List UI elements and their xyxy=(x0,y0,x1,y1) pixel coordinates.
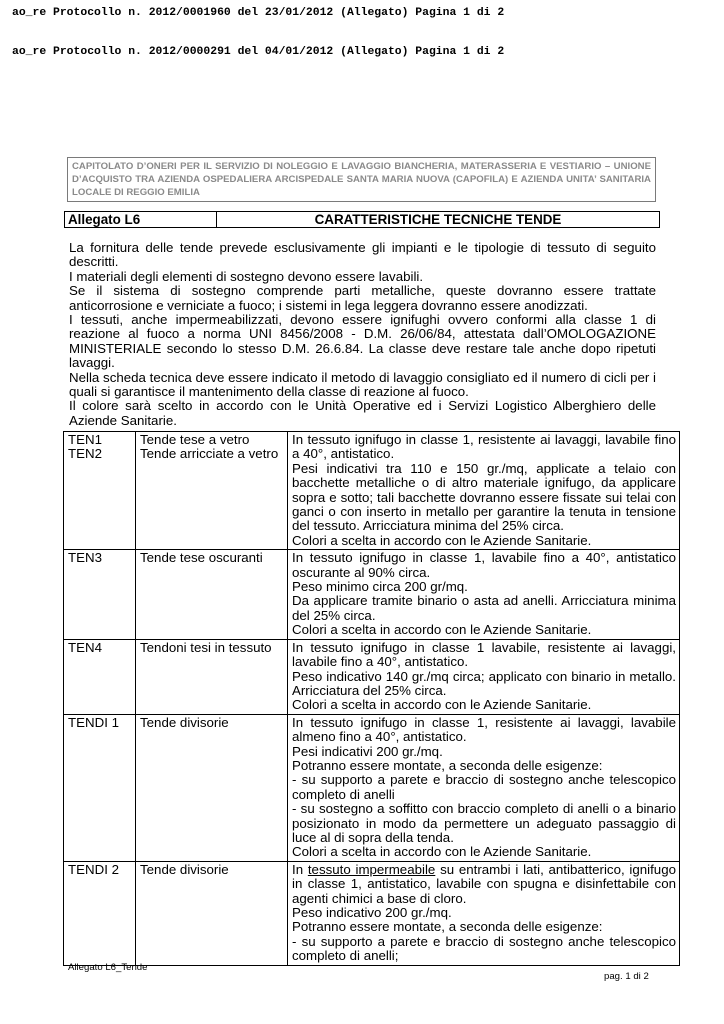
row-description-line: Peso minimo circa 200 gr/mq. xyxy=(292,579,468,595)
row-description-line: In tessuto ignifugo in classe 1 lavabile, resistente ai lavaggi, lavabile fino a 40°, antistatico. xyxy=(292,639,676,670)
row-description-line: Pesi indicativi 200 gr./mq. xyxy=(292,743,443,759)
footer-filename: Allegato L6_Tende xyxy=(68,962,148,973)
row-description-cell xyxy=(288,714,680,861)
row-code: TENDI 2 xyxy=(68,861,119,877)
protocol-stamp-2: ao_re Protocollo n. 2012/0000291 del 04/01/2012 (Allegato) Pagina 1 di 2 xyxy=(12,46,505,58)
protocol-stamp-1: ao_re Protocollo n. 2012/0001960 del 23/01/2012 (Allegato) Pagina 1 di 2 xyxy=(12,7,505,19)
table-row xyxy=(64,639,680,714)
row-description-line: Colori a scelta in accordo con le Aziende Sanitarie. xyxy=(292,697,592,713)
table-row xyxy=(64,550,680,639)
intro-paragraph: Il colore sarà scelto in accordo con le Unità Operative ed i Servizi Logistico Alberghiero delle Aziende Sanitarie. xyxy=(69,398,656,428)
row-name: Tende divisorie xyxy=(140,714,229,730)
table-row xyxy=(64,714,680,861)
title-bar xyxy=(64,211,660,228)
section-title: CARATTERISTICHE TECNICHE TENDE xyxy=(314,212,562,227)
attachment-label: Allegato L6 xyxy=(65,212,217,227)
intro-paragraph: La fornitura delle tende prevede esclusivamente gli impianti e le tipologie di tessuto di seguito descritti. xyxy=(69,240,656,270)
row-description-line: Potranno essere montate, a seconda delle esigenze: xyxy=(292,919,603,935)
row-name: Tende tese oscuranti xyxy=(140,550,263,566)
intro-paragraph: I materiali degli elementi di sostegno devono essere lavabili. xyxy=(69,268,424,284)
intro-text xyxy=(69,241,656,428)
row-description-line: Colori a scelta in accordo con le Aziende Sanitarie. xyxy=(292,844,592,860)
page-number: pag. 1 di 2 xyxy=(604,971,649,982)
row-description-line: - su sostegno a soffitto con braccio completo di anelli o a binario posizionato in modo da permettere un adeguato passaggio di luce al di sopra della tenda. xyxy=(292,801,676,845)
row-description-cell xyxy=(288,550,680,639)
row-name-cell xyxy=(136,550,288,639)
row-name-cell xyxy=(136,861,288,965)
row-code: TEN2 xyxy=(68,446,102,462)
row-description-line: - su supporto a parete e braccio di sostegno anche telescopico completo di anelli; xyxy=(292,933,676,964)
row-description-line: Peso indicativo 140 gr./mq circa; applicato con binario in metallo. Arricciatura del 25% circa. xyxy=(292,668,676,698)
row-name: Tende arricciate a vetro xyxy=(140,446,279,462)
row-description-cell xyxy=(288,639,680,714)
row-name: Tendoni tesi in tessuto xyxy=(140,639,272,655)
row-code: TEN1 xyxy=(68,432,102,447)
specifications-table xyxy=(63,431,680,966)
row-code: TEN3 xyxy=(68,550,102,566)
row-description-line xyxy=(292,863,676,906)
underlined-text: tessuto impermeabile xyxy=(307,861,436,877)
row-code-cell xyxy=(64,432,136,550)
intro-paragraph: I tessuti, anche impermeabilizzati, devono essere ignifughi ovvero conformi alla classe 1 di reazione al fuoco a norma UNI 8456/2008 - D.M. 26/06/84, attestata dall’OMOLOGAZIONE MINISTERIALE secondo lo stesso D.M. 26.6.84. La classe deve restare tale anche dopo ripetuti lavaggi. xyxy=(69,312,656,371)
table-row xyxy=(64,432,680,550)
row-code-cell xyxy=(64,714,136,861)
row-code: TEN4 xyxy=(68,639,102,655)
row-description-line: In tessuto ignifugo in classe 1, lavabile fino a 40°, antistatico oscurante al 90% circa. xyxy=(292,550,676,580)
row-description-cell xyxy=(288,861,680,965)
row-name-cell xyxy=(136,639,288,714)
row-description-line: Colori a scelta in accordo con le Aziende Sanitarie. xyxy=(292,622,592,638)
row-name: Tende divisorie xyxy=(140,861,229,877)
row-description-line: Da applicare tramite binario o asta ad anelli. Arricciatura minima del 25% circa. xyxy=(292,593,676,623)
intro-paragraph: Nella scheda tecnica deve essere indicato il metodo di lavaggio consigliato ed il numero di cicli per i quali si garantisce il mantenimento della classe di reazione al fuoco. xyxy=(69,369,656,400)
row-code-cell xyxy=(64,550,136,639)
row-description-line: - su supporto a parete e braccio di sostegno anche telescopico completo di anelli xyxy=(292,772,676,802)
row-name-cell xyxy=(136,432,288,550)
row-description-line: Peso indicativo 200 gr./mq. xyxy=(292,905,452,920)
document-header-box: CAPITOLATO D’ONERI PER IL SERVIZIO DI NOLEGGIO E LAVAGGIO BIANCHERIA, MATERASSERIA E VESTIARIO – UNIONE D’ACQUISTO TRA AZIENDA OSPEDALIERA ARCISPEDALE SANTA MARIA NUOVA (CAPOFILA) E AZIENDA UNITA’ SANITARIA LOCALE DI REGGIO EMILIA xyxy=(67,157,656,202)
row-name-cell xyxy=(136,714,288,861)
row-code-cell xyxy=(64,861,136,965)
row-description-line: In tessuto ignifugo in classe 1, resistente ai lavaggi, lavabile fino a 40°, antistatico. xyxy=(292,432,676,462)
row-code: TENDI 1 xyxy=(68,714,119,730)
row-description-cell xyxy=(288,432,680,550)
desc-text: In xyxy=(292,861,308,877)
row-description-line: Pesi indicativi tra 110 e 150 gr./mq, applicate a telaio con bacchette metalliche o di altro materiale ignifugo, da applicare sopra e sotto; tali bacchette dovranno essere fissate sui telai con ganci o con inserto in metallo per garantire la tenuta in tensione del tessuto. Arricciatura minima del 25% circa. xyxy=(292,460,676,534)
desc-text: su entrambi i lati, antibatterico, ignifugo in classe 1, antistatico, lavabile con spugna e disinfettabile con agenti chimici a base di cloro. xyxy=(292,861,676,906)
row-name: Tende tese a vetro xyxy=(140,432,250,447)
row-description-line: In tessuto ignifugo in classe 1, resistente ai lavaggi, lavabile almeno fino a 40°, antistatico. xyxy=(292,714,676,745)
row-description-line: Colori a scelta in accordo con le Aziende Sanitarie. xyxy=(292,532,592,548)
row-code-cell xyxy=(64,639,136,714)
table-row xyxy=(64,861,680,965)
intro-paragraph: Se il sistema di sostegno comprende parti metalliche, queste dovranno essere trattate anticorrosione e verniciate a fuoco; i sistemi in lega leggera dovranno essere anodizzati. xyxy=(69,283,656,313)
row-description-line: Potranno essere montate, a seconda delle esigenze: xyxy=(292,757,603,773)
